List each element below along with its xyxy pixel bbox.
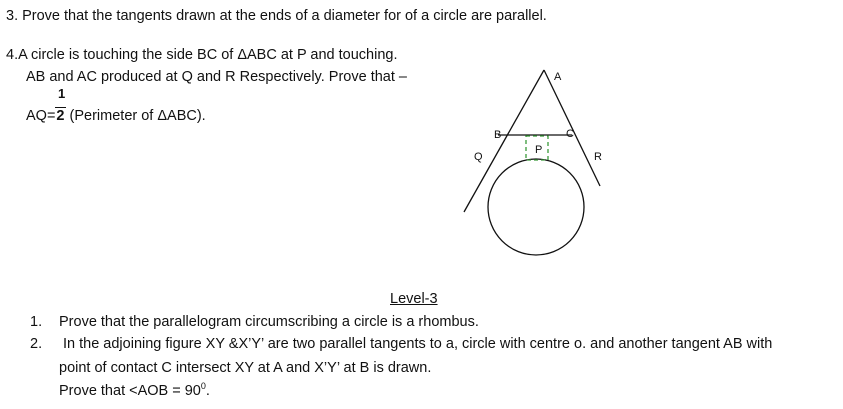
prove-text: Prove that <AOB = 90: [59, 383, 201, 399]
question-4-line1: 4.A circle is touching the side BC of ΔABC at P and touching.: [6, 47, 398, 63]
level-3-item-2-num: 2.: [30, 336, 43, 352]
formula-rhs: (Perimeter of ΔABC).: [65, 108, 206, 124]
label-p: P: [535, 144, 543, 156]
question-3: 3. Prove that the tangents drawn at the ends of a diameter for of a circle are parallel.: [6, 8, 547, 24]
line-AQ: [464, 70, 544, 212]
question-4-line2: AB and AC produced at Q and R Respectively. Prove that –: [26, 69, 407, 85]
level-3-item-1-num: 1.: [30, 314, 43, 330]
level-3-item-2-prove: [59, 382, 210, 400]
label-r: R: [594, 151, 602, 163]
level-3-item-2: In the adjoining figure XY &X’Y’ are two parallel tangents to a, circle with centre o. and another tangent AB with: [63, 336, 773, 352]
prove-end: .: [205, 383, 210, 399]
level-3-item-2-continued: point of contact C intersect XY at A and X’Y’ at B is drawn.: [59, 360, 432, 376]
fraction-numerator: 1: [58, 86, 66, 101]
label-a: A: [554, 71, 562, 83]
degree-superscript: 0: [200, 381, 206, 392]
label-b: B: [494, 129, 502, 141]
fraction-denominator: 2: [56, 108, 65, 124]
incircle: [488, 159, 584, 255]
label-q: Q: [474, 151, 483, 163]
level-3-item-1: Prove that the parallelogram circumscribing a circle is a rhombus.: [59, 314, 479, 330]
formula-lhs: AQ=: [26, 108, 56, 124]
level-3-heading: Level-3: [390, 291, 438, 307]
label-c: C: [566, 128, 574, 140]
